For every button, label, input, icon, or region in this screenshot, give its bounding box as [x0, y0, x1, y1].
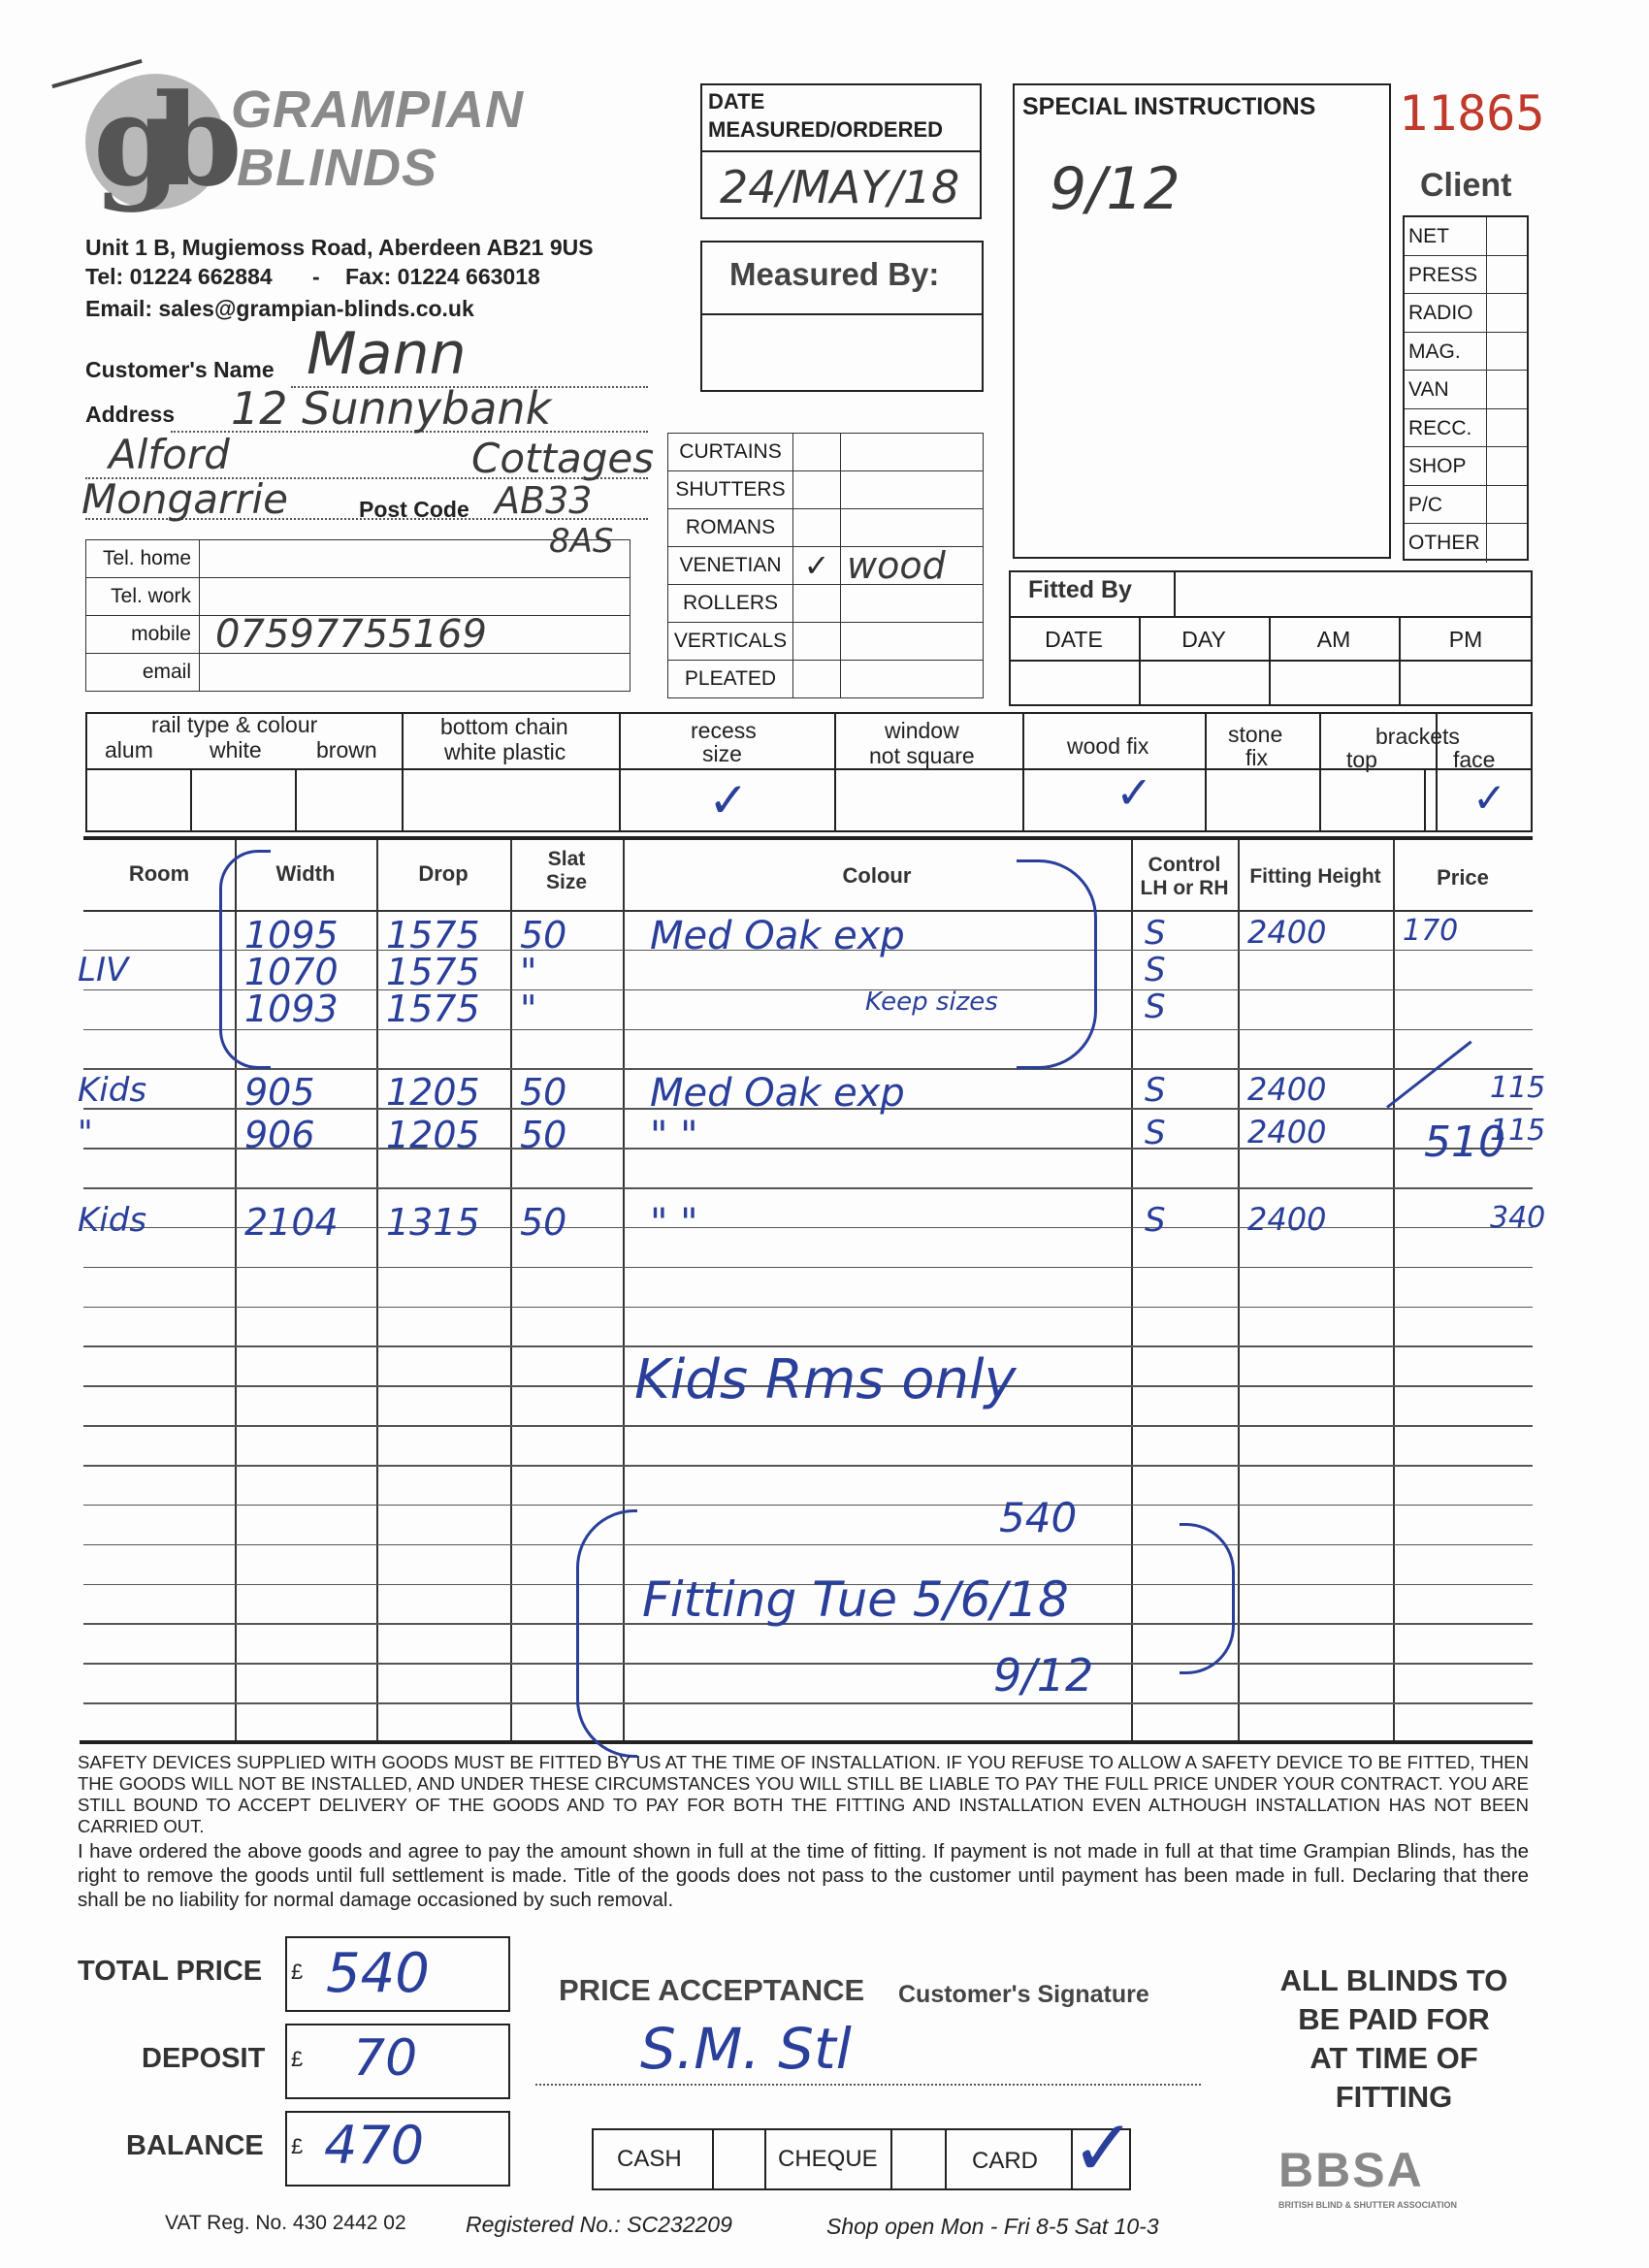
cell-colour[interactable]: " " [650, 1114, 698, 1158]
phone-row [86, 654, 630, 692]
phone-label: email [86, 654, 200, 692]
cheque-checkbox[interactable] [892, 2130, 945, 2188]
header-fitting: Fitting Height [1249, 865, 1381, 888]
postcode-label: Post Code [359, 497, 469, 522]
cash-label: CASH [617, 2146, 682, 2172]
client-source-label: RECC. [1408, 416, 1472, 439]
client-source-6[interactable] [1405, 447, 1527, 486]
postcode-value-1[interactable]: AB33 [495, 479, 593, 522]
note-total: 540 [999, 1494, 1078, 1541]
wood-fix-tick[interactable]: ✓ [1116, 766, 1153, 819]
postcode-value-2[interactable]: 8AS [549, 522, 614, 561]
cell-slat[interactable]: 50 [520, 1201, 567, 1244]
client-source-checkbox[interactable] [1486, 256, 1527, 294]
phone-label: mobile [86, 616, 200, 654]
option-cell[interactable] [1205, 770, 1319, 830]
header-control-1: Control [1148, 854, 1221, 876]
fitted-by-label-divider [1174, 570, 1176, 617]
balance-label: BALANCE [126, 2130, 264, 2161]
agreement-text: I have ordered the above goods and agree to pay the amount shown in full at the time of fitting. If payment is not made in full at that time Grampian Blinds, has the right to remove the goods until full settlement is made. Title of the goods does not pass to the customer until payment has been made in full. Declaring that there shall be no liability for normal damage occasioned by such removal. [78, 1840, 1529, 1911]
vat-number: VAT Reg. No. 430 2442 02 [165, 2212, 406, 2234]
client-source-label: VAN [1408, 378, 1449, 401]
address-label: Address [85, 402, 176, 427]
product-row [668, 661, 984, 698]
client-source-7[interactable] [1405, 486, 1527, 525]
stone-fix-label-2: fix [1245, 745, 1268, 770]
client-source-8[interactable] [1405, 524, 1527, 563]
product-label: VENETIAN [668, 547, 793, 585]
phone-value[interactable] [200, 654, 630, 692]
phone-table [85, 539, 630, 692]
table-row-rule [83, 1702, 1533, 1704]
note-fitting: Fitting Tue 5/6/18 [642, 1571, 1069, 1628]
window-label-2: not square [869, 743, 975, 768]
balance-value[interactable]: 470 [324, 2115, 425, 2176]
client-source-0[interactable] [1405, 217, 1527, 256]
table-row-rule [83, 1663, 1533, 1665]
header-width: Width [275, 861, 336, 886]
brackets-face-tick[interactable]: ✓ [1472, 774, 1507, 822]
special-instructions-label: SPECIAL INSTRUCTIONS [1022, 93, 1316, 120]
cell-fitting[interactable]: 2400 [1247, 1071, 1327, 1108]
rail-brown-label: brown [316, 737, 377, 762]
table-col-divider [1238, 840, 1240, 1742]
client-source-label: OTHER [1408, 532, 1480, 554]
bottom-chain-label-2: white plastic [444, 739, 566, 764]
table-header-rule [83, 910, 1533, 912]
window-label-1: window [885, 718, 959, 743]
product-row [668, 471, 984, 509]
cell-width[interactable]: 906 [244, 1114, 315, 1156]
client-source-label: SHOP [1408, 455, 1467, 477]
cell-slat[interactable]: 50 [520, 1071, 567, 1114]
product-row [668, 623, 984, 661]
recess-size-tick[interactable]: ✓ [708, 772, 749, 828]
cash-checkbox[interactable] [714, 2130, 764, 2188]
product-tick[interactable] [793, 509, 841, 547]
client-source-checkbox[interactable] [1486, 447, 1527, 485]
fitted-by-col-divider [1399, 617, 1401, 706]
fitted-by-col-pm: PM [1448, 627, 1483, 652]
client-source-label: PRESS [1408, 263, 1478, 286]
option-cell[interactable] [190, 770, 295, 830]
client-source-label: MAG. [1408, 340, 1461, 363]
cell-slat[interactable]: 50 [520, 1114, 567, 1156]
deposit-currency: £ [291, 2047, 304, 2071]
header-slat-2: Size [545, 871, 588, 893]
notice-line-2: BE PAID FOR [1298, 2002, 1490, 2036]
main-table-bottom-rule [80, 1740, 1533, 1744]
product-tick[interactable] [793, 471, 841, 509]
table-col-divider [1131, 840, 1133, 1742]
option-cell[interactable] [1319, 770, 1436, 830]
product-note[interactable] [841, 623, 984, 661]
recess-label-1: recess [691, 718, 757, 743]
cell-drop[interactable]: 1575 [386, 951, 480, 993]
bbsa-logo: BBSA [1278, 2143, 1424, 2197]
product-note[interactable] [841, 471, 984, 509]
product-note[interactable] [841, 509, 984, 547]
cell-width[interactable]: 1070 [244, 951, 339, 993]
cell-room[interactable]: " [78, 1114, 93, 1152]
product-tick[interactable] [793, 623, 841, 661]
logo-letters: gb [93, 66, 215, 214]
company-tel: Tel: 01224 662884 [85, 264, 273, 289]
client-source-checkbox[interactable] [1486, 333, 1527, 371]
table-row-rule [83, 1307, 1533, 1309]
client-source-label: NET [1408, 225, 1449, 247]
address-value-3[interactable]: Mongarrie [81, 475, 288, 523]
price-subtotal: 510 [1424, 1118, 1505, 1167]
cell-drop[interactable]: 1205 [386, 1071, 480, 1114]
cell-slat[interactable]: " [520, 988, 537, 1030]
date-box-divider [700, 150, 982, 152]
table-row-rule [83, 1425, 1533, 1427]
note-bracket-right [1180, 1523, 1235, 1674]
option-cell[interactable] [85, 770, 190, 830]
fitted-by-col-day: DAY [1181, 627, 1226, 652]
payment-divider-4 [945, 2128, 947, 2190]
customer-name-value[interactable]: Mann [307, 320, 467, 388]
fitted-by-col-date: DATE [1045, 627, 1103, 652]
cell-drop[interactable]: 1575 [386, 988, 480, 1030]
phone-value[interactable] [200, 540, 630, 578]
total-price-value[interactable]: 540 [326, 1942, 430, 2005]
notice-line-3: AT TIME OF [1310, 2041, 1478, 2075]
company-name-line2: BLINDS [237, 139, 437, 197]
table-row-rule [83, 1187, 1533, 1189]
option-cell[interactable] [1022, 770, 1205, 830]
product-label: ROMANS [668, 509, 793, 547]
product-label: PLEATED [668, 661, 793, 698]
notice-line-1: ALL BLINDS TO [1279, 1963, 1508, 1997]
cell-colour[interactable]: Med Oak exp [650, 914, 905, 958]
client-source-checkbox[interactable] [1486, 217, 1527, 255]
cell-price[interactable]: 115 [1490, 1071, 1546, 1105]
bottom-chain-label-1: bottom chain [440, 714, 568, 739]
cell-control[interactable]: S [1145, 988, 1166, 1026]
measured-by-label: Measured By: [729, 256, 940, 292]
cell-room[interactable]: LIV [78, 951, 129, 989]
rail-alum-label: alum [105, 737, 153, 762]
stone-fix-label-1: stone [1228, 722, 1283, 747]
phone-value[interactable] [200, 578, 630, 616]
payment-notice [1224, 1961, 1564, 2117]
cell-room[interactable]: Kids [78, 1071, 147, 1110]
table-col-divider [1393, 840, 1395, 1742]
rail-type-label: rail type & colour [151, 712, 318, 737]
phone-label: Tel. work [86, 578, 200, 616]
deposit-value[interactable]: 70 [353, 2029, 418, 2088]
product-row [668, 547, 984, 585]
fitted-by-col-divider [1139, 617, 1141, 706]
product-tick[interactable] [793, 661, 841, 698]
card-tick: ✓ [1071, 2103, 1137, 2193]
header-colour: Colour [842, 863, 912, 888]
customer-signature[interactable]: S.M. Stl [640, 2016, 852, 2082]
cell-control[interactable]: S [1145, 1201, 1166, 1240]
option-cell[interactable] [834, 770, 1022, 830]
company-dash: - [312, 264, 320, 289]
brackets-label: brackets [1375, 724, 1460, 749]
table-row-rule [83, 1267, 1533, 1269]
company-address: Unit 1 B, Mugiemoss Road, Aberdeen AB21 9US [85, 235, 594, 260]
measured-by-field[interactable] [704, 317, 980, 389]
client-source-checkbox[interactable] [1486, 524, 1527, 563]
product-note[interactable] [841, 661, 984, 698]
company-fax: Fax: 01224 663018 [345, 264, 540, 289]
cell-control[interactable]: S [1145, 1071, 1166, 1110]
table-row-rule [83, 1544, 1533, 1546]
cell-fitting[interactable]: 2400 [1247, 914, 1327, 951]
product-row [668, 509, 984, 547]
date-value[interactable]: 24/MAY/18 [720, 161, 960, 213]
phone-label: Tel. home [86, 540, 200, 578]
header-price: Price [1437, 865, 1489, 890]
balance-currency: £ [291, 2134, 304, 2158]
cell-width[interactable]: 905 [244, 1071, 315, 1114]
wood-fix-label: wood fix [1067, 733, 1149, 759]
signature-line [535, 2084, 1201, 2086]
client-source-1[interactable] [1405, 256, 1527, 295]
customer-signature-label: Customer's Signature [898, 1981, 1149, 2008]
date-label-1: DATE [708, 89, 765, 113]
product-note[interactable] [841, 434, 984, 471]
cell-drop[interactable]: 1205 [386, 1114, 480, 1156]
product-row [668, 585, 984, 623]
table-row-rule [83, 1505, 1533, 1507]
option-cell[interactable] [402, 770, 619, 830]
option-cell[interactable] [295, 770, 402, 830]
date-label-2: MEASURED/ORDERED [708, 117, 944, 142]
product-tick[interactable]: ✓ [793, 547, 841, 585]
client-source-checkbox[interactable] [1486, 409, 1527, 447]
cell-width[interactable]: 1093 [244, 988, 339, 1030]
header-slat-1: Slat [547, 848, 586, 870]
cell-price[interactable]: 115 [1490, 1114, 1546, 1148]
phone-value[interactable]: 07597755169 [200, 616, 630, 654]
phone-row [86, 616, 630, 654]
cell-colour[interactable]: " " [650, 1201, 698, 1246]
colour-bracket [1017, 859, 1097, 1069]
client-source-checkbox[interactable] [1486, 294, 1527, 332]
product-label: VERTICALS [668, 623, 793, 661]
safety-notice: SAFETY DEVICES SUPPLIED WITH GOODS MUST BE FITTED BY US AT THE TIME OF INSTALLATION. IF YOU REFUSE TO ALLOW A SAFETY DEVICE TO BE FITTED, THEN THE GOODS WILL NOT BE INSTALLED, AND UNDER THESE CIRCUMSTANCES YOU WILL STILL BE LIABLE TO PAY THE FULL PRICE UNDER YOUR CONTRACT. YOU ARE STILL BOUND TO ACCEPT DELIVERY OF THE GOODS AND TO PAY FOR BOTH THE FITTING AND INSTALLATION EVEN ALTHOUGH INSTALLATION HAS NOT BEEN CARRIED OUT. [78, 1752, 1529, 1836]
company-name-line1: GRAMPIAN [231, 81, 524, 139]
total-price-label: TOTAL PRICE [78, 1956, 263, 1987]
cheque-label: CHEQUE [778, 2146, 878, 2172]
cell-width[interactable]: 2104 [244, 1201, 339, 1244]
cell-fitting[interactable]: 2400 [1247, 1201, 1327, 1238]
table-col-divider [376, 840, 378, 1742]
phone-row [86, 540, 630, 578]
cell-slat[interactable]: 50 [520, 914, 567, 956]
cell-control[interactable]: S [1145, 914, 1166, 953]
deposit-label: DEPOSIT [142, 2043, 266, 2074]
note-kids-rooms: Kids Rms only [634, 1348, 1017, 1411]
recess-label-2: size [702, 741, 742, 766]
address-value-2b[interactable]: Cottages [471, 435, 655, 482]
client-source-list [1403, 215, 1529, 561]
cell-control[interactable]: S [1145, 1114, 1166, 1152]
brackets-top-label: top [1346, 747, 1377, 772]
client-source-5[interactable] [1405, 409, 1527, 448]
client-source-label: RADIO [1408, 302, 1473, 324]
client-source-4[interactable] [1405, 371, 1527, 409]
fitted-by-cell-pm[interactable] [1399, 662, 1533, 704]
product-type-table [667, 433, 984, 698]
brackets-face-label: face [1453, 747, 1496, 772]
client-source-checkbox[interactable] [1486, 371, 1527, 408]
cell-price[interactable]: 340 [1490, 1201, 1546, 1235]
product-note[interactable] [841, 585, 984, 623]
client-source-3[interactable] [1405, 333, 1527, 372]
shop-hours: Shop open Mon - Fri 8-5 Sat 10-3 [826, 2214, 1159, 2239]
price-acceptance-label: PRICE ACCEPTANCE [559, 1973, 865, 2007]
fitted-by-columns [1009, 617, 1533, 706]
note-bracket-left [576, 1509, 637, 1758]
company-email: Email: sales@grampian-blinds.co.uk [85, 296, 474, 321]
product-tick[interactable] [793, 585, 841, 623]
form-number: 11865 [1399, 85, 1545, 142]
header-drop: Drop [418, 861, 469, 886]
cell-drop[interactable]: 1315 [386, 1201, 480, 1244]
table-row-rule [83, 1465, 1533, 1467]
client-source-label: P/C [1408, 493, 1443, 516]
customer-name-label: Customer's Name [85, 357, 275, 382]
client-label: Client [1420, 167, 1512, 204]
cell-price[interactable]: 170 [1403, 914, 1459, 948]
company-logo [85, 66, 231, 215]
header-control-2: LH or RH [1140, 877, 1229, 899]
header-room: Room [128, 861, 190, 886]
fitted-by-cell-day[interactable] [1139, 662, 1269, 704]
bbsa-caption: BRITISH BLIND & SHUTTER ASSOCIATION [1278, 2200, 1457, 2210]
notice-line-4: FITTING [1335, 2080, 1453, 2114]
cell-slat[interactable]: " [520, 951, 537, 993]
card-label: CARD [972, 2148, 1039, 2174]
client-source-2[interactable] [1405, 294, 1527, 333]
table-row-rule [83, 1345, 1533, 1347]
width-bracket [219, 850, 271, 1069]
measured-by-divider [700, 313, 984, 315]
product-row [668, 434, 984, 471]
fitted-by-cell-am[interactable] [1269, 662, 1399, 704]
cell-colour[interactable]: Med Oak exp [650, 1071, 905, 1116]
product-label: ROLLERS [668, 585, 793, 623]
cell-room[interactable]: Kids [78, 1201, 147, 1240]
total-currency: £ [291, 1960, 304, 1984]
rail-white-label: white [210, 737, 262, 762]
product-note[interactable]: wood [841, 547, 984, 585]
note-date: 9/12 [993, 1649, 1094, 1701]
fitted-by-col-am: AM [1316, 627, 1351, 652]
special-instructions-value[interactable]: 9/12 [1050, 155, 1180, 223]
fitted-by-cell-date[interactable] [1009, 662, 1139, 704]
cell-fitting[interactable]: 2400 [1247, 1114, 1327, 1150]
address-value-1[interactable]: 12 Sunnybank [231, 382, 552, 435]
registered-number: Registered No.: SC232209 [466, 2212, 732, 2237]
payment-divider-2 [764, 2128, 766, 2190]
cell-colour[interactable]: Keep sizes [865, 988, 998, 1017]
table-row-rule [83, 1068, 1533, 1070]
fitted-by-col-divider [1269, 617, 1271, 706]
fitted-by-label: Fitted By [1028, 576, 1132, 603]
address-value-2a[interactable]: Alford [109, 431, 230, 478]
cell-width[interactable]: 1095 [244, 914, 339, 956]
product-label: CURTAINS [668, 434, 793, 471]
phone-row [86, 578, 630, 616]
product-label: SHUTTERS [668, 471, 793, 509]
cell-control[interactable]: S [1145, 951, 1166, 989]
cell-drop[interactable]: 1575 [386, 914, 480, 956]
table-col-divider [510, 840, 512, 1742]
product-tick[interactable] [793, 434, 841, 471]
client-source-checkbox[interactable] [1486, 486, 1527, 524]
